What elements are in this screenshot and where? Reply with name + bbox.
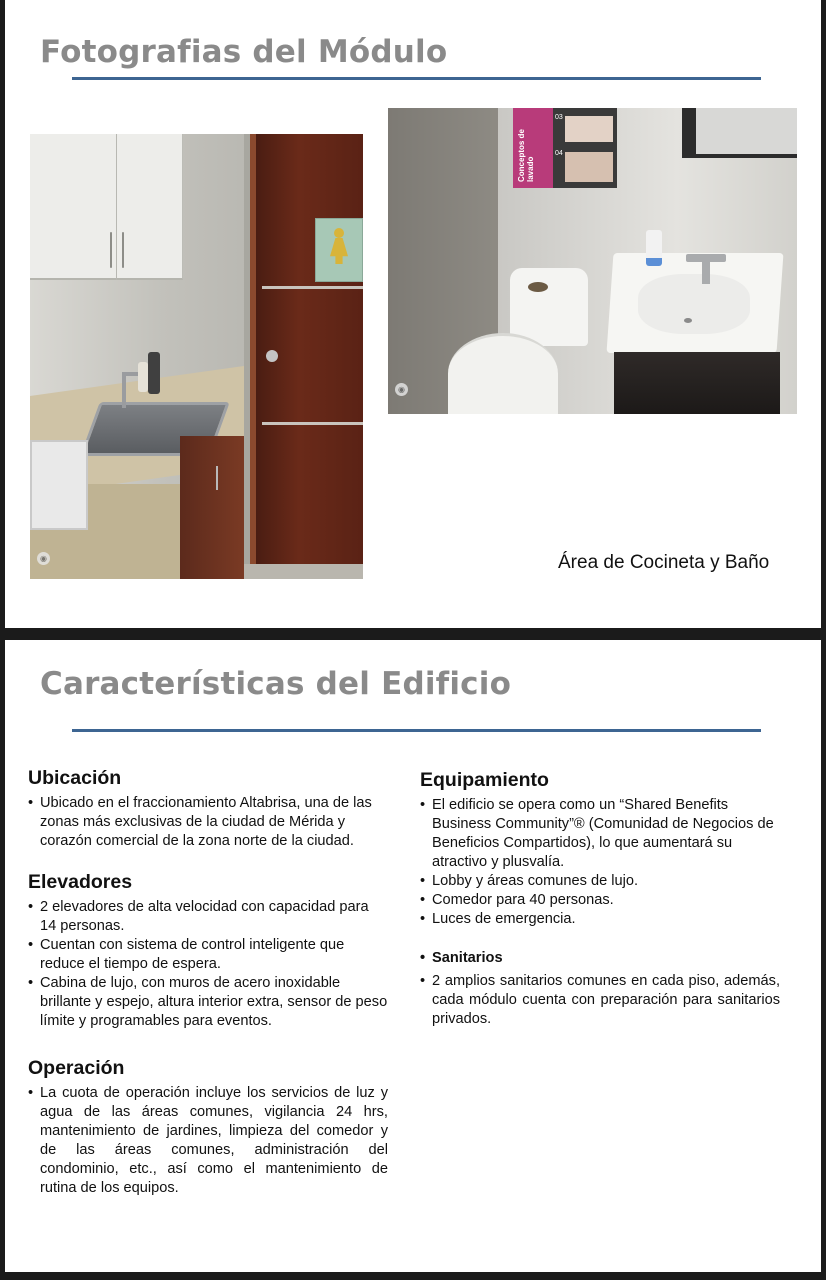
list-item: • Comedor para 40 personas. <box>420 891 780 910</box>
camera-logo-icon: ◉ <box>37 552 50 565</box>
list-item: • El edificio se opera como un “Shared Benefits Business Community”® (Comunidad de Negocios de Beneficios Compartidos), lo que aumentará su atractivo y plusvalía. <box>420 796 780 872</box>
poster-step: 04 <box>555 150 563 157</box>
right-column <box>420 769 780 1029</box>
list-item: • Cabina de lujo, con muros de acero inoxidable brillante y espejo, altura interior extra, sensor de peso límite y programables para eventos. <box>28 974 388 1031</box>
hygiene-poster <box>513 108 617 188</box>
list-item: • Lobby y áreas comunes de lujo. <box>420 872 780 891</box>
slide-title: Características del Edificio <box>40 666 512 702</box>
photo-caption: Área de Cocineta y Baño <box>558 552 770 573</box>
sanitarios-heading-list <box>420 949 780 968</box>
poster-step: 03 <box>555 114 563 121</box>
title-divider <box>72 729 761 732</box>
kitchenette-photo <box>30 134 363 579</box>
camera-logo-icon: ◉ <box>395 383 408 396</box>
elevadores-list <box>28 898 388 1031</box>
list-item: • 2 elevadores de alta velocidad con capacidad para 14 personas. <box>28 898 388 936</box>
section-heading-operacion: Operación <box>28 1057 125 1079</box>
list-item: • La cuota de operación incluye los servicios de luz y agua de las áreas comunes, vigilancia 24 hrs, mantenimiento de jardines, limpieza del comedor y de las áreas comunes, administración del condominio, etc., así como el mantenimiento de rutina de los equipos. <box>28 1084 388 1198</box>
bathroom-photo <box>388 108 797 414</box>
title-divider <box>72 77 761 80</box>
section-heading-sanitarios: • Sanitarios <box>420 949 780 968</box>
ubicacion-list <box>28 794 388 851</box>
section-heading-ubicacion: Ubicación <box>28 767 122 789</box>
slide-building-features <box>5 640 821 1272</box>
slide-photos <box>5 0 821 628</box>
equipamiento-list <box>420 796 780 929</box>
poster-title: Conceptos de lavado <box>517 129 535 182</box>
list-item: • Luces de emergencia. <box>420 910 780 929</box>
list-item: • 2 amplios sanitarios comunes en cada piso, además, cada módulo cuenta con preparación para sanitarios privados. <box>420 972 780 1029</box>
section-heading-elevadores: Elevadores <box>28 871 133 893</box>
left-column <box>28 767 388 1198</box>
sanitarios-list <box>420 972 780 1029</box>
operacion-list <box>28 1084 388 1198</box>
section-heading-equipamiento: Equipamiento <box>420 769 549 791</box>
slide-title: Fotografias del Módulo <box>40 34 448 70</box>
list-item: • Cuentan con sistema de control inteligente que reduce el tiempo de espera. <box>28 936 388 974</box>
list-item: • Ubicado en el fraccionamiento Altabrisa, una de las zonas más exclusivas de la ciudad de Mérida y corazón comercial de la zona norte de la ciudad. <box>28 794 388 851</box>
